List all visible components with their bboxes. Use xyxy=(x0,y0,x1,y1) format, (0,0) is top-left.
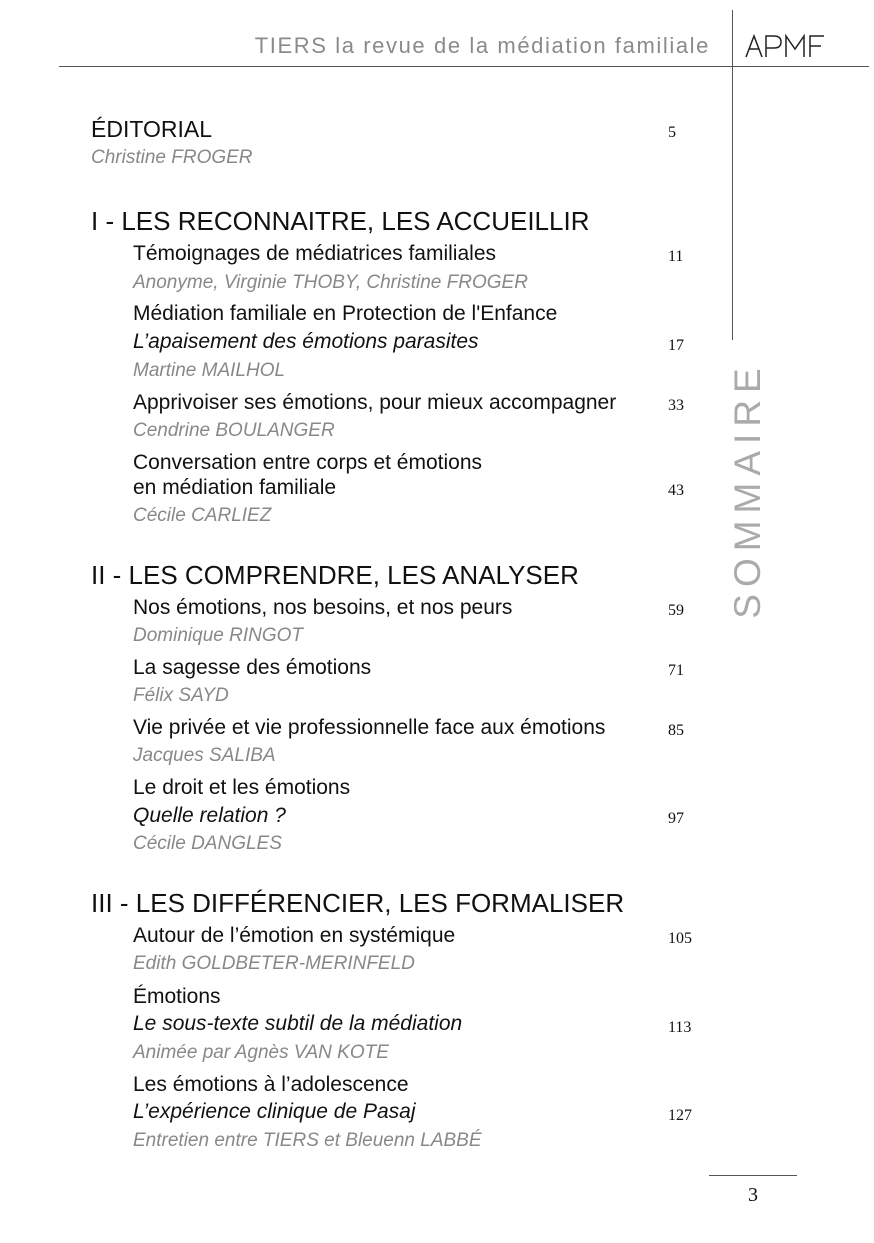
editorial-author: Christine FROGER xyxy=(91,147,253,168)
toc-entry-author: Anonyme, Virginie THOBY, Christine FROGER xyxy=(133,272,528,293)
sommaire-side-label: SOMMAIRE xyxy=(727,361,768,619)
toc-entry-page: 17 xyxy=(668,337,684,354)
toc-entry-subtitle: L’expérience clinique de Pasaj xyxy=(133,1100,416,1123)
toc-entry-author: Cécile CARLIEZ xyxy=(133,505,272,526)
editorial-title: ÉDITORIAL xyxy=(91,116,212,142)
vertical-rule xyxy=(732,10,733,340)
toc-entry-title: Émotions xyxy=(133,985,221,1008)
header-rule xyxy=(59,66,869,67)
page-number: 3 xyxy=(748,1184,758,1206)
toc-entry-page: 43 xyxy=(668,482,684,499)
toc-entry-page: 71 xyxy=(668,662,684,679)
toc-entry-title: Nos émotions, nos besoins, et nos peurs xyxy=(133,596,513,619)
toc-entry-page: 113 xyxy=(668,1019,692,1036)
toc-entry-page: 127 xyxy=(668,1107,692,1124)
toc-entry-title: Vie privée et vie professionnelle face aux émotions xyxy=(133,716,606,739)
toc-entry-title: Témoignages de médiatrices familiales xyxy=(133,242,496,265)
toc-entry-subtitle: Quelle relation ? xyxy=(133,804,286,827)
toc-entry-author: Cendrine BOULANGER xyxy=(133,420,335,441)
toc-entry-author: Félix SAYD xyxy=(133,685,229,706)
toc-entry-page: 11 xyxy=(668,248,684,265)
apmf-logo xyxy=(744,33,826,59)
section-heading: I - LES RECONNAITRE, LES ACCUEILLIR xyxy=(91,206,590,236)
toc-entry-author: Cécile DANGLES xyxy=(133,833,282,854)
toc-entry-page: 59 xyxy=(668,602,684,619)
toc-entry-title: La sagesse des émotions xyxy=(133,656,372,679)
toc-entry-title-line2: en médiation familiale xyxy=(133,476,337,499)
section-heading: III - LES DIFFÉRENCIER, LES FORMALISER xyxy=(91,888,625,918)
toc-entry-author: Jacques SALIBA xyxy=(133,745,276,766)
toc-entry-author: Martine MAILHOL xyxy=(133,360,286,381)
toc-entry-author: Edith GOLDBETER-MERINFELD xyxy=(133,953,415,974)
running-header-title: TIERS la revue de la médiation familiale xyxy=(254,33,710,58)
toc-entry-title: Les émotions à l’adolescence xyxy=(133,1073,409,1096)
toc-entry-author: Dominique RINGOT xyxy=(133,625,303,646)
toc-entry-title: Conversation entre corps et émotions xyxy=(133,451,483,474)
toc-entry-title: Le droit et les émotions xyxy=(133,776,351,799)
toc-entry-page: 97 xyxy=(668,810,684,827)
editorial-page: 5 xyxy=(668,124,676,141)
toc-entry-title: Apprivoiser ses émotions, pour mieux accompagner xyxy=(133,391,617,414)
toc-entry-author: Entretien entre TIERS et Bleuenn LABBÉ xyxy=(133,1130,482,1151)
toc-entry-subtitle: L’apaisement des émotions parasites xyxy=(133,330,479,353)
toc-entry-author: Animée par Agnès VAN KOTE xyxy=(133,1042,389,1063)
toc-entry-title: Médiation familiale en Protection de l'Enfance xyxy=(133,302,558,325)
toc-entry-title: Autour de l’émotion en systémique xyxy=(133,924,456,947)
toc-entry-page: 105 xyxy=(668,930,692,947)
toc-entry-page: 85 xyxy=(668,722,684,739)
footer-rule xyxy=(709,1175,797,1176)
section-heading: II - LES COMPRENDRE, LES ANALYSER xyxy=(91,560,579,590)
toc-entry-subtitle: Le sous-texte subtil de la médiation xyxy=(133,1012,463,1035)
toc-entry-page: 33 xyxy=(668,397,684,414)
